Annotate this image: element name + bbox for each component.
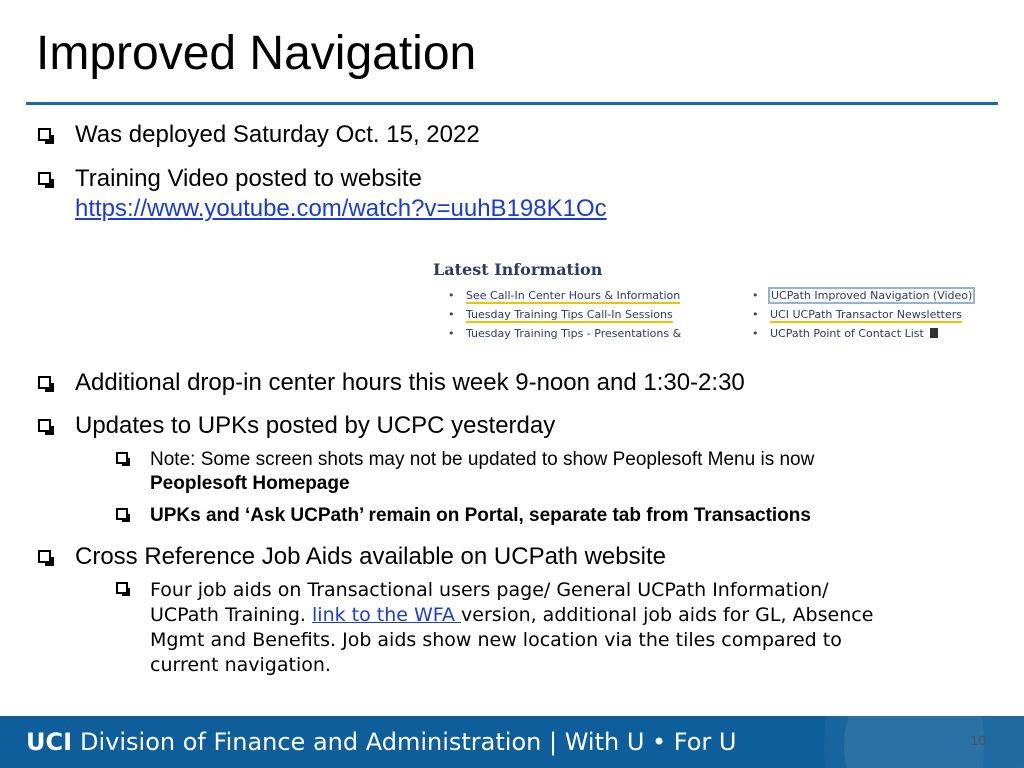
bullet-deployed bbox=[38, 120, 480, 150]
sub-bullet-text: UCPath Training. bbox=[150, 604, 313, 626]
bullet-cross-reference bbox=[38, 542, 666, 572]
bullet-text: Cross Reference Job Aids available on UCPath website bbox=[75, 543, 666, 570]
latest-link-newsletters[interactable]: • UCI UCPath Transactor Newsletters bbox=[770, 308, 962, 323]
footer-decoration bbox=[824, 716, 984, 768]
footer-tagline: Division of Finance and Administration | With U • For U bbox=[80, 728, 737, 756]
sub-bullet-line bbox=[150, 603, 873, 628]
latest-link-presentations[interactable]: • Tuesday Training Tips - Presentations & bbox=[466, 327, 681, 340]
latest-link-call-in-sessions[interactable]: • Tuesday Training Tips Call-In Sessions bbox=[466, 308, 673, 323]
sub-bullet-text-bold: Peoplesoft Homepage bbox=[150, 473, 350, 494]
latest-link-improved-navigation[interactable]: • UCPath Improved Navigation (Video) bbox=[768, 287, 975, 304]
sub-bullet-upk-portal bbox=[116, 504, 811, 528]
sub-bullet-screenshot-note bbox=[116, 448, 814, 496]
bullet-text: Was deployed Saturday Oct. 15, 2022 bbox=[75, 121, 480, 148]
bullet-text: Additional drop-in center hours this week 9-noon and 1:30-2:30 bbox=[75, 369, 745, 396]
document-icon bbox=[930, 328, 938, 338]
bullet-text: Training Video posted to website bbox=[75, 165, 422, 192]
checkbox-bullet-icon bbox=[38, 550, 51, 563]
sub-bullet-job-aids bbox=[116, 578, 873, 678]
latest-link-point-of-contact-label: UCPath Point of Contact List bbox=[770, 327, 924, 340]
checkbox-bullet-icon bbox=[116, 452, 128, 464]
sub-bullet-line: current navigation. bbox=[150, 654, 331, 676]
checkbox-bullet-icon bbox=[38, 376, 51, 389]
footer-text bbox=[26, 726, 737, 758]
youtube-link[interactable]: https://www.youtube.com/watch?v=uuhB198K1Oc bbox=[75, 195, 607, 222]
sub-bullet-text: version, additional job aids for GL, Absence bbox=[461, 604, 874, 626]
checkbox-bullet-icon bbox=[116, 582, 128, 594]
bullet-training-video bbox=[38, 164, 607, 224]
checkbox-bullet-icon bbox=[38, 419, 51, 432]
latest-link-point-of-contact[interactable] bbox=[770, 327, 938, 340]
footer-banner bbox=[0, 716, 1024, 768]
wfa-link[interactable]: link to the WFA bbox=[312, 604, 462, 626]
bullet-drop-in-hours bbox=[38, 368, 745, 398]
latest-information-heading: Latest Information bbox=[433, 260, 603, 279]
bullet-text: Updates to UPKs posted by UCPC yesterday bbox=[75, 412, 556, 439]
bullet-upk-updates bbox=[38, 411, 555, 441]
checkbox-bullet-icon bbox=[38, 128, 51, 141]
sub-bullet-line: Mgmt and Benefits. Job aids show new location via the tiles compared to bbox=[150, 629, 842, 651]
checkbox-bullet-icon bbox=[38, 172, 51, 185]
checkbox-bullet-icon bbox=[116, 508, 128, 520]
page-number: 10 bbox=[970, 732, 986, 748]
uci-logo: UCI bbox=[26, 728, 73, 756]
sub-bullet-text: Note: Some screen shots may not be updated to show Peoplesoft Menu is now bbox=[150, 449, 815, 470]
title-divider bbox=[26, 102, 998, 105]
sub-bullet-line: Four job aids on Transactional users page/ General UCPath Information/ bbox=[150, 579, 829, 601]
latest-link-call-in-hours[interactable]: • See Call-In Center Hours & Information bbox=[466, 289, 680, 304]
latest-information-panel bbox=[430, 258, 990, 348]
sub-bullet-text-bold: UPKs and ‘Ask UCPath’ remain on Portal, separate tab from Transactions bbox=[150, 505, 811, 526]
slide-title: Improved Navigation bbox=[36, 27, 477, 80]
